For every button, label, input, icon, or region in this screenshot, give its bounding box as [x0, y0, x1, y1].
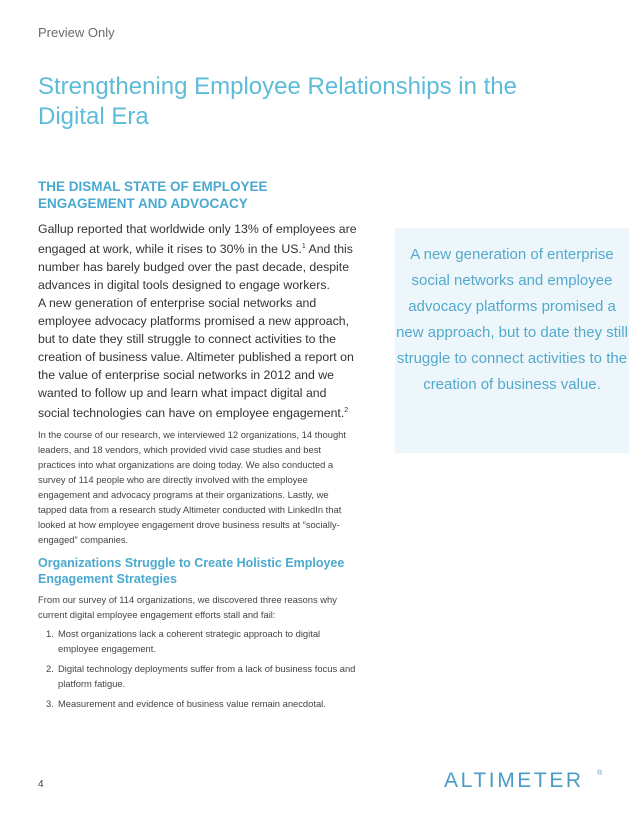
- subsection-intro: [38, 592, 358, 622]
- intro-paragraph-1: [38, 220, 358, 294]
- pull-quote-text: A new generation of enterprise social networks and employee advocacy platforms promised a new approach, but to date they still struggle to connect activities to the creation of business value.: [396, 246, 628, 393]
- altimeter-logo: [444, 766, 604, 792]
- list-number: 1.: [46, 628, 54, 639]
- preview-label: Preview Only: [38, 25, 115, 40]
- page-number: 4: [38, 779, 44, 790]
- intro-paragraph-2: [38, 294, 358, 422]
- intro-part-2: And this number has barely budged over the past decade, despite advances in digital tools designed to engage workers.: [38, 242, 353, 293]
- footnote-ref-2: 2: [344, 407, 349, 415]
- footnote-ref-1: 1: [301, 243, 306, 250]
- research-text: In the course of our research, we interviewed 12 organizations, 14 thought leaders, and 18 vendors, which provided vivid case studies and best practices into what organizations are doing today. We also conducted a survey of 114 people who are directly involved with the employee engagement and advocacy programs at their organizations. Lastly, we tapped data from a research study Altimeter conducted with LinkedIn that looked at how employee engagement drove business results at “socially-engaged” companies.: [38, 429, 346, 545]
- intro-text: [38, 220, 358, 422]
- page-title: Strengthening Employee Relationships in the Digital Era: [38, 73, 517, 130]
- intro-part-1: Gallup reported that worldwide only 13% of employees are engaged at work, while it rises to 30% in the US.: [38, 222, 357, 257]
- intro-part-3: A new generation of enterprise social networks and employee advocacy platforms promised a new approach, but to date they still struggle to connect activities to the creation of business value. Altimeter published a report on the value of enterprise social networks in 2012 and we wanted to follow up and learn what impact digital and social technologies can have on employee engagement.: [38, 296, 354, 421]
- list-number: 2.: [46, 663, 54, 674]
- list-text: Most organizations lack a coherent strategic approach to digital employee engagement.: [58, 628, 321, 654]
- list-item: [38, 696, 358, 711]
- subsection-intro-text: From our survey of 114 organizations, we discovered three reasons why current digital employee engagement efforts stall and fail:: [38, 594, 337, 620]
- list-text: Digital technology deployments suffer from a lack of business focus and platform fatigue.: [58, 663, 356, 689]
- pull-quote-box: [395, 228, 629, 453]
- list-number: 3.: [46, 698, 54, 709]
- list-text: Measurement and evidence of business value remain anecdotal.: [58, 698, 326, 709]
- section-heading: THE DISMAL STATE OF EMPLOYEE ENGAGEMENT AND ADVOCACY: [38, 179, 268, 211]
- subsection-heading: Organizations Struggle to Create Holistic Employee Engagement Strategies: [38, 556, 345, 586]
- list-item: [38, 626, 358, 656]
- research-paragraph: [38, 427, 358, 547]
- reasons-list: [38, 626, 358, 716]
- logo-registered-mark: ®: [597, 770, 603, 777]
- logo-text: ALTIMETER: [444, 769, 584, 792]
- list-item: [38, 661, 358, 691]
